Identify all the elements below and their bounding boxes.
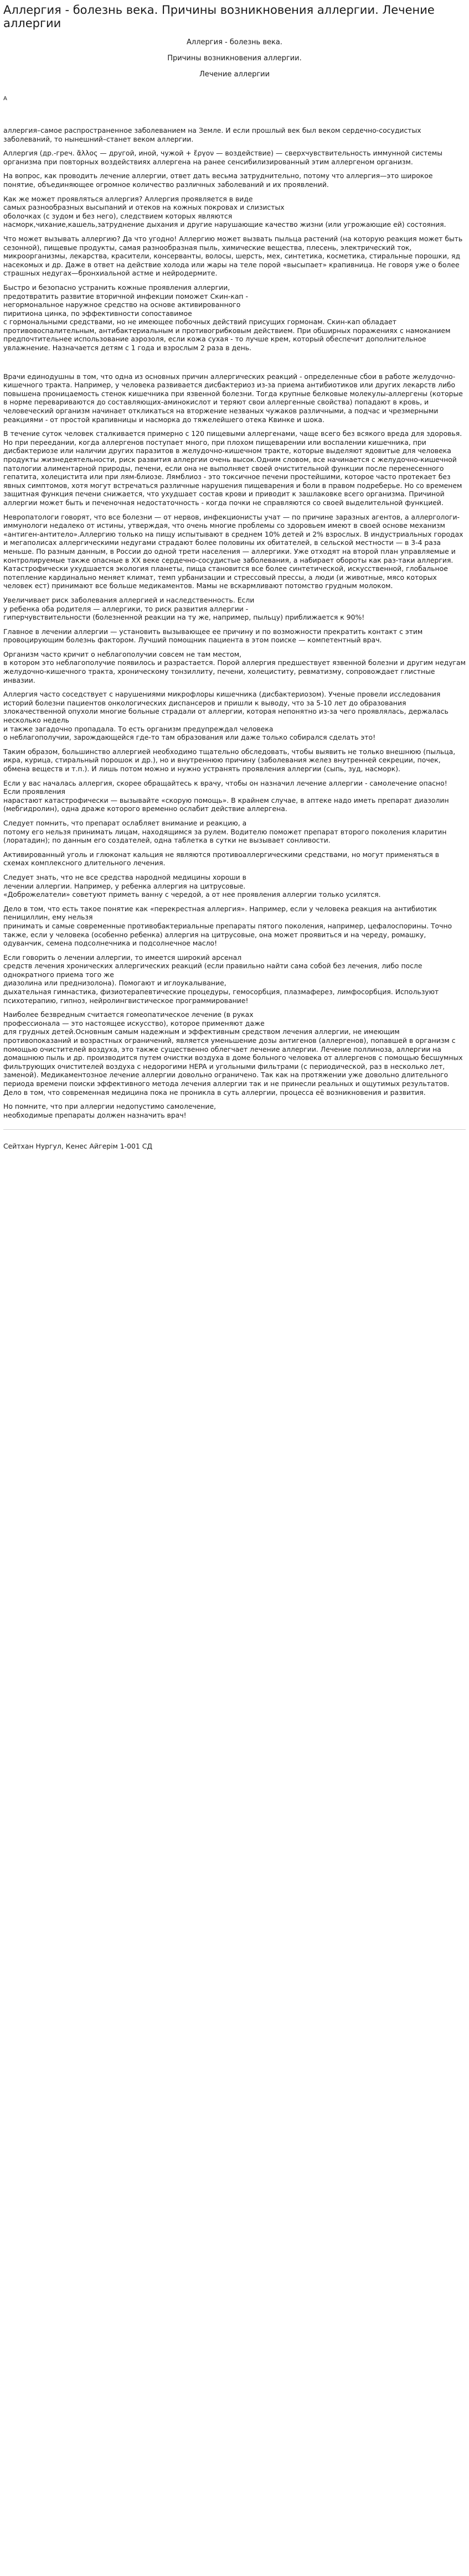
paragraph-2: Аллергия (др.-греч. ἄλλος — другой, иной, чужой + ἔργον — воздействие) — сверхчувствительность иммунной системы организма при повторных воздействиях аллергена на ранее сенсибилизированный этим аллергеном организм.	[3, 149, 443, 166]
paragraph-11: Главное в лечении аллергии — установить вызывающее ее причину и по возможности прекратить контакт с этим провоцирующим болезнь фактором. Лучший помощник пациента в этом поиске — компетентный врач.	[3, 627, 423, 645]
document-page	[0, 0, 469, 1162]
author-divider	[3, 1129, 466, 1130]
paragraph-20: Если говорить о лечении аллергии, то имеется широкий арсенал средств лечения хронических аллергических реакций (если правильно найти сама собой без лечения, либо после однократного приема того же диазолина или преднизолона). Помогают и иглоукалывание, дыхательная гимнастика, физиотерапевтические процедуры, гемосорбция, плазмаферез, лимфосорбция. Используют психотерапию, гипноз, нейролингвистическое программирование!	[3, 953, 439, 1005]
paragraph-8: В течение суток человек сталкивается примерно с 120 пищевыми аллергенами, чаще всего без всякого вреда для здоровья. Но при переедании, когда аллергенов поступает много, при плохом пищеварении или воспалении кишечника, при дисбактериозе или наличии других паразитов в желудочно-кишечном тракте, которые выделяют ядовитые для человека продукты жизнедеятельности, риск развития аллергии очень высок.Одним словом, все начинается с желудочно-кишечной патологии алиментарной природы, печени, если она не выполняет своей очистительной функции после перенесенного гепатита, холецистита или при лям-блиозе. Лямблиоз - это токсичное печени простейшими, которое часто протекает без явных симптомов, хотя могут встречаться различные нарушения пищеварения и боли в правом подреберье. Но со временем защитная функция печени снижается, что ухудшает состав крови и приводит к зашлаковке всего организма. Причиной аллергии может быть и печеночная недостаточность - когда почки не справляются со своей выделительной функцией.	[3, 429, 462, 507]
paragraph-15: Если у вас началась аллергия, скорее обращайтесь к врачу, чтобы он назначил лечение аллергии - самолечение опасно! Если проявления нарастают катастрофически — вызывайте «скорую помощь». В крайнем случае, в аптеке надо иметь препарат диазолин (мебгидролин), одна драже которого временно ослабит действие аллергена.	[3, 778, 449, 813]
centered-heading-1: Аллергия - болезнь века.	[187, 38, 282, 46]
paragraph-12: Организм часто кричит о неблагополучии совсем не там местом, в котором это неблагополучие появилось и разрастается. Порой аллергия предшествует язвенной болезни и другим недугам желудочно-кишечного тракта, хроническому тонзиллиту, печени, холециститу, ревматизму, сопровождает глистные инвазии.	[3, 650, 466, 684]
paragraph-7: Врачи единодушны в том, что одна из основных причин аллергических реакций - определенные сбои в работе желудочно-кишечного тракта. Например, у человека развивается дисбактериоз из-за приема антибиотиков или других лекарств либо повышена проницаемость стенок кишечника при язвенной болезни. Тогда крупные белковые молекулы-аллергены (которые в норме перевариваются до составляющих-аминокислот и теряют свои аллергенные свойства) попадают в кровь, и человеческий организм начинает откликаться на вторжение незваных чужаков различными, а подчас и чрезмерными реакциями - от простой крапивницы и насморка до тяжелейшего отека Квинке и шока.	[3, 372, 463, 424]
paragraph-3: На вопрос, как проводить лечение аллергии, ответ дать весьма затруднительно, потому что аллергия—это широкое понятие, объединяющее огромное количество различных заболеваний и их проявлений.	[3, 172, 433, 189]
paragraph-6: Быстро и безопасно устранить кожные проявления аллергии, предотвратить развитие вторичной инфекции поможет Скин-кап - негормональное наружное средство на основе активированного пиритиона цинка, по эффективности сопоставимое с гормональными средствами, но не имеющее побочных действий присущих гормонам. Скин-кап обладает противовоспалительным, антибактериальным и противогрибковым действием. При обширных поражениях с намоканием предпочтительнее использование аэрозоля, если кожа сухая - то лучше крем, который обеспечит дополнительное увлажнение. Назначается детям с 1 года и взрослым 2 раза в день.	[3, 283, 451, 352]
paragraph-1: аллергия–самое распространенное заболеванием на Земле. И если прошлый век был веком сердечно-сосудистых заболеваний, то нынешний–станет веком аллергии.	[3, 126, 421, 143]
paragraph-5: Что может вызывать аллергию? Да что угодно! Аллергию может вызвать пыльца растений (на которую реакция может быть сезонной), пищевые продукты, самая разнообразная пыль, химические вещества, плесень, электрический ток, микроорганизмы, лекарства, красители, консерванты, волосы, шерсть, мех, синтетика, косметика, стиральные порошки, яд насекомых и др. Даже в ответ на действие холода или жары на теле порой «высыпает» крапивница. Не говоря уже о более страшных недугах—бронхиальной астме и нейродермите.	[3, 234, 463, 278]
paragraph-14: Таким образом, большинство аллергией необходимо тщательно обследовать, чтобы выявить не только внешнюю (пыльца, икра, курица, стиральный порошок и др.), но и внутреннюю причину (заболевания желез внутренней секреции, почек, обмена веществ и т.п.). И лишь потом можно и нужно устранять проявления аллергии (сыпь, зуд, насморк).	[3, 747, 456, 773]
paragraph-4: Как же может проявляться аллергия? Аллергия проявляется в виде самых разнообразных высыпаний и отеков на кожных покровах и слизистых оболочках (с зудом и без него), следствием которых являются насморк,чихание,кашель,затруднение дыхания и другие нарушающие качество жизни (или угрожающие ей) состояния.	[3, 194, 446, 229]
paragraph-19: Дело в том, что есть такое понятие как «перекрестная аллергия». Например, если у человека реакция на антибиотик пенициллин, ему нельзя принимать и самые современные противобактериальные препараты пятого поколения, например, цефалоспорины. Точно также, если у человека (особенно ребенка) аллергия на цитрусовые, она может проявиться и на череду, ромашку, одуванчик, семена подсолнечника и подсолнечное масло!	[3, 904, 452, 948]
paragraph-22: Но помните, что при аллергии недопустимо самолечение, необходимые препараты должен назначить врач!	[3, 1102, 217, 1119]
centered-heading-3: Лечение аллергии	[199, 70, 270, 79]
drop-letter-marker: А	[3, 96, 7, 102]
paragraph-10: Увеличивает риск заболевания аллергией и наследственность. Если у ребенка оба родителя — аллергики, то риск развития аллергии - гиперчувствительности (болезненной реакции на ту же, например, пыльцу) приближается к 90%!	[3, 595, 365, 622]
paragraph-17: Активированный уголь и глюконат кальция не являются противоаллергическими средствами, но могут применяться в схемах комплексного длительного лечения.	[3, 850, 440, 868]
paragraph-21: Наиболее безвредным считается гомеопатическое лечение (в руках профессионала — это настоящее искусство), которое применяют даже для грудных детей.Основным самым надежным и эффективным средством лечения аллергии, не имеющим противопоказаний и возрастных ограничений, является уменьшение дозы антигенов (аллергенов), попавшей в организм с помощью очистителей воздуха, это также существенно облегчает лечение аллергии. Лечение поллиноза, аллергии на домашнюю пыль и др. производится путем очистки воздуха в доме больного человека от аллергенов с помощью бесшумных фильтрующих очистителей воздуха с недорогими HEPA и угольными фильтрами (с периодической, раз в несколько лет, заменой). Медикаментозное лечение аллергии довольно ограничено. Так как на протяжении уже довольно длительного периода времени поиски эффективного метода лечения аллергии так и не принесли реальных и ощутимых результатов. Дело в том, что современная медицина пока не проникла в суть аллергии, процесса её возникновения и развития.	[3, 1010, 463, 1097]
paragraph-16: Следует помнить, что препарат ослабляет внимание и реакцию, а потому его нельзя принимать лицам, находящимся за рулем. Водителю поможет препарат второго поколения кларитин (лоратадин); по данным его создателей, одна таблетка в сутки не вызывает сонливости.	[3, 818, 447, 845]
paragraph-18: Следует знать, что не все средства народной медицины хороши в лечении аллергии. Например, у ребенка аллергия на цитрусовые. «Доброжелатели» советуют приметь ванну с чередой, а от нее проявления аллергии только усилятся.	[3, 872, 381, 899]
paragraph-9: Невропатологи говорят, что все болезни — от нервов, инфекционисты учат — по причине заразных агентов, а аллергологи-иммунологи недалеко от истины, утверждая, что очень многие проблемы со здоровьем имеют в своей основе механизм «антиген-антитело».Аллергию только на пищу испытывают в среднем 10% детей и 2% взрослых. В индустриальных городах и мегаполисах аллергическими недугами страдают более половины их обитателей, в сельской местности — в 3-4 раза меньше. По разным данным, в России до одной трети населения — аллергики. Уже отходят на второй план управляемые и контролируемые также опасные в ХХ веке сердечно-сосудистые заболевания, а набирает обороты как раз-таки аллергия. Катастрофически ухудшается экология планеты, пища становится все более синтетической, искусственной, глобальное потепление кардинально меняет климат, темп урбанизации и стрессовый прессы, а люди (и животные, мясо которых человек ест) принимают все больше медикаментов. Мамы не вскармливают потомство грудным молоком.	[3, 512, 463, 590]
document-title: Аллергия - болезнь века. Причины возникновения аллергии. Лечение аллергии	[3, 3, 435, 30]
centered-heading-2: Причины возникновения аллергии.	[167, 54, 302, 63]
article-body	[3, 126, 466, 1119]
paragraph-13: Аллергия часто соседствует с нарушениями микрофлоры кишечника (дисбактериозом). Ученые провели исследования историй болезни пациентов онкологических диспансеров и пришли к выводу, что за 5-10 лет до образования злокачественной опухоли многие больные страдали от аллергии, которая непонятно из-за чего проявлялась, держалась несколько недель и также загадочно пропадала. То есть организм предупреждал человека о неблагополучии, зарождающейся где-то там образования или даже только собирался сделать это!	[3, 690, 449, 742]
centered-heading-block	[3, 38, 466, 79]
author-line: Сейтхан Нургул, Кенес Айгерім 1-001 СД	[3, 1142, 153, 1151]
